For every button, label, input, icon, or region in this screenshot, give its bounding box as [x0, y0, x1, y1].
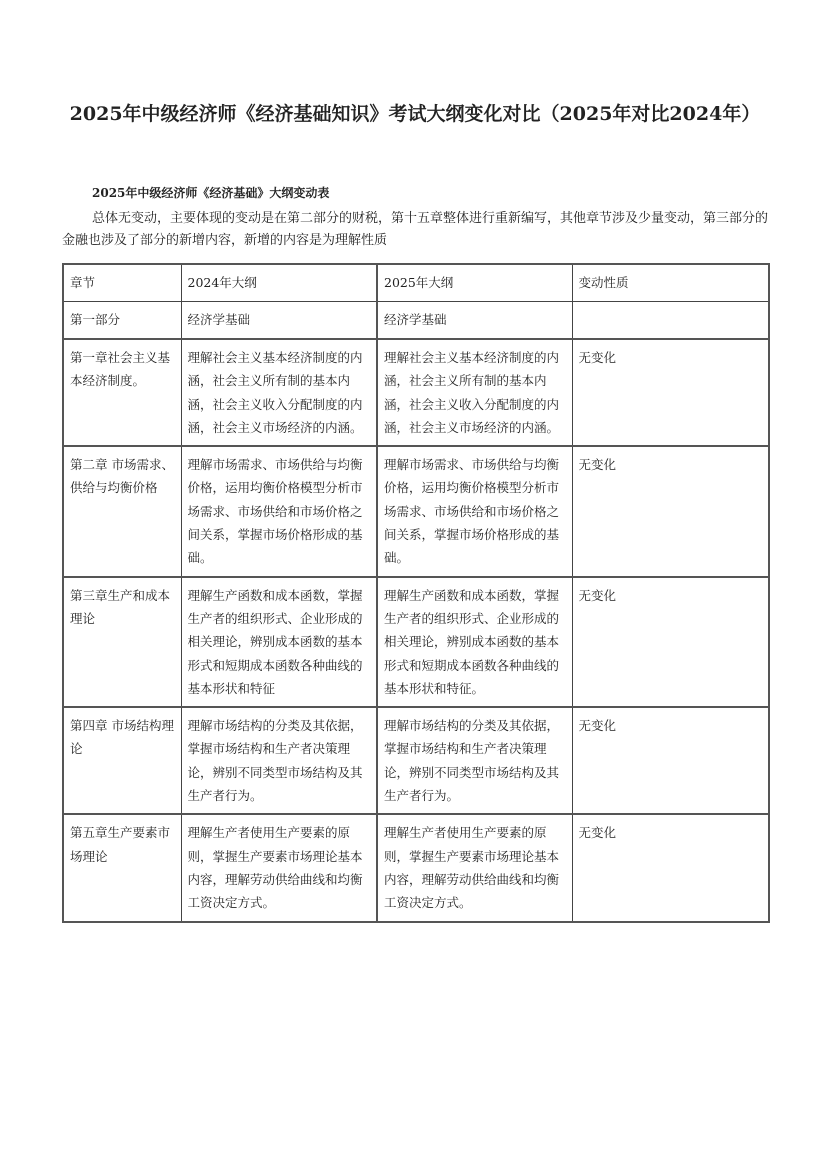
- chapter-cell: 第二章 市场需求、供给与均衡价格: [63, 446, 181, 576]
- table-header-row: [63, 264, 769, 302]
- part-label: 第一部分: [63, 302, 181, 340]
- header-change: 变动性质: [572, 264, 769, 302]
- table-row: [63, 446, 769, 576]
- syllabus-2025-cell: 理解市场结构的分类及其依据，掌握市场结构和生产者决策理论，辨别不同类型市场结构及其生产者行为。: [377, 707, 572, 814]
- change-cell: 无变化: [572, 707, 769, 814]
- syllabus-2024-cell: 理解生产者使用生产要素的原则，掌握生产要素市场理论基本内容，理解劳动供给曲线和均衡工资决定方式。: [181, 814, 377, 921]
- syllabus-comparison-table: [62, 263, 770, 923]
- change-cell: 无变化: [572, 339, 769, 446]
- syllabus-2025-cell: 理解社会主义基本经济制度的内涵，社会主义所有制的基本内涵，社会主义收入分配制度的内涵，社会主义市场经济的内涵。: [377, 339, 572, 446]
- table-row: [63, 707, 769, 814]
- syllabus-2024-cell: 理解市场需求、市场供给与均衡价格，运用均衡价格模型分析市场需求、市场供给和市场价格之间关系，掌握市场价格形成的基础。: [181, 446, 377, 576]
- header-chapter: 章节: [63, 264, 181, 302]
- syllabus-2025-cell: 理解生产者使用生产要素的原则，掌握生产要素市场理论基本内容，理解劳动供给曲线和均衡工资决定方式。: [377, 814, 572, 921]
- part-change: [572, 302, 769, 340]
- table-caption: 2025年中级经济师《经济基础》大纲变动表: [92, 186, 330, 200]
- chapter-cell: 第五章生产要素市场理论: [63, 814, 181, 921]
- chapter-cell: 第三章生产和成本理论: [63, 577, 181, 707]
- table-row: [63, 577, 769, 707]
- syllabus-2025-cell: 理解生产函数和成本函数，掌握生产者的组织形式、企业形成的相关理论，辨别成本函数的基本形式和短期成本函数各种曲线的基本形状和特征。: [377, 577, 572, 707]
- part-2025: 经济学基础: [377, 302, 572, 340]
- document-title: 2025年中级经济师《经济基础知识》考试大纲变化对比（2025年对比2024年）: [69, 103, 761, 125]
- syllabus-2024-cell: 理解社会主义基本经济制度的内涵，社会主义所有制的基本内涵，社会主义收入分配制度的内涵，社会主义市场经济的内涵。: [181, 339, 377, 446]
- intro-paragraph: 总体无变动，主要体现的变动是在第二部分的财税，第十五章整体进行重新编写，其他章节涉及少量变动，第三部分的金融也涉及了部分的新增内容，新增的内容是为理解性质: [62, 211, 769, 248]
- chapter-cell: 第四章 市场结构理论: [63, 707, 181, 814]
- change-cell: 无变化: [572, 577, 769, 707]
- table-row: [63, 814, 769, 921]
- header-2024: 2024年大纲: [181, 264, 377, 302]
- change-cell: 无变化: [572, 814, 769, 921]
- chapter-cell: 第一章社会主义基本经济制度。: [63, 339, 181, 446]
- syllabus-2025-cell: 理解市场需求、市场供给与均衡价格，运用均衡价格模型分析市场需求、市场供给和市场价格之间关系，掌握市场价格形成的基础。: [377, 446, 572, 576]
- syllabus-2024-cell: 理解市场结构的分类及其依据，掌握市场结构和生产者决策理论，辨别不同类型市场结构及其生产者行为。: [181, 707, 377, 814]
- syllabus-2024-cell: 理解生产函数和成本函数，掌握生产者的组织形式、企业形成的相关理论，辨别成本函数的基本形式和短期成本函数各种曲线的基本形状和特征: [181, 577, 377, 707]
- table-row: [63, 339, 769, 446]
- change-cell: 无变化: [572, 446, 769, 576]
- header-2025: 2025年大纲: [377, 264, 572, 302]
- part-row: [63, 302, 769, 340]
- part-2024: 经济学基础: [181, 302, 377, 340]
